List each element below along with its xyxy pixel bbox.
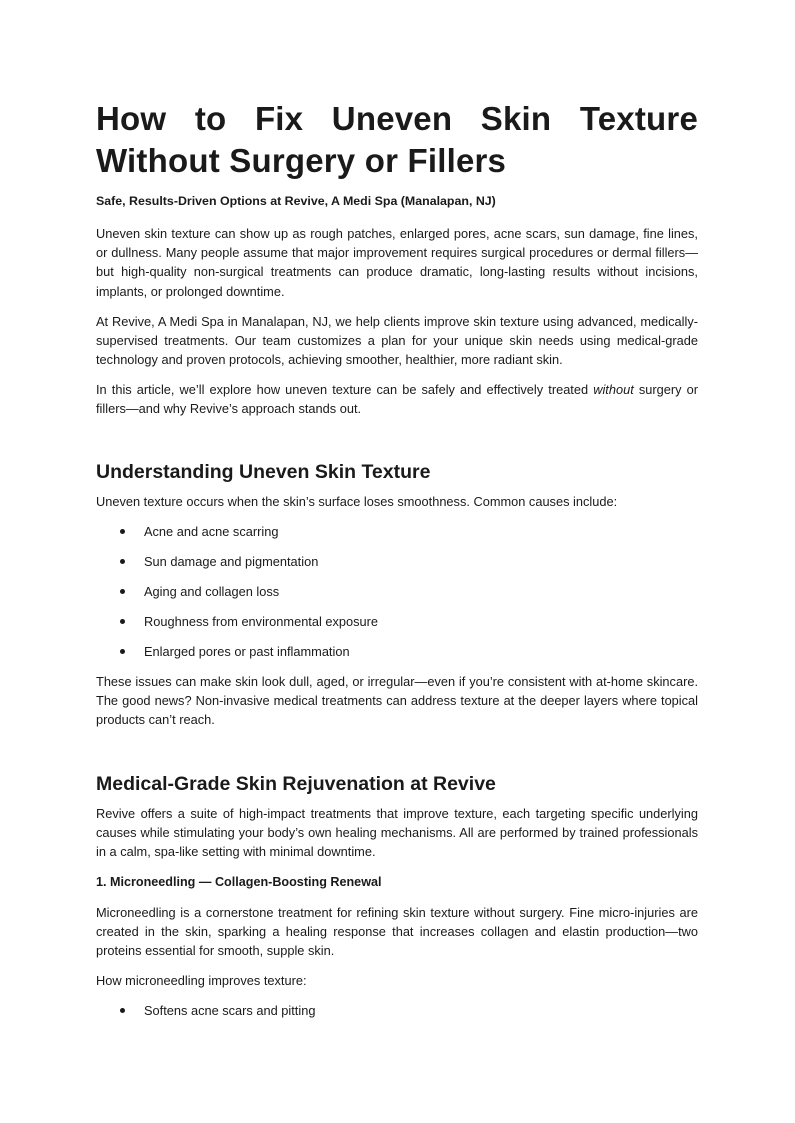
title-line-2: Without Surgery or Fillers [96,142,507,179]
bullet-icon [120,649,125,654]
list-item [96,522,698,552]
intro-paragraph-2: At Revive, A Medi Spa in Manalapan, NJ, we help clients improve skin texture using advanced, medically-supervised treatments. Our team customizes a plan for your unique skin needs using medical-grade technology and proven protocols, achieving smoother, healthier, more radiant skin. [96,314,698,368]
list-item-text: Aging and collagen loss [144,584,280,599]
bullet-icon [120,619,125,624]
subheading-microneedling: 1. Microneedling — Collagen-Boosting Renewal [96,875,382,889]
section1-lead: Uneven texture occurs when the skin’s surface loses smoothness. Common causes include: [96,494,618,509]
section-heading-understanding: Understanding Uneven Skin Texture [96,461,431,483]
intro-p3-emphasis: without [593,382,634,397]
intro-p3-before: In this article, we’ll explore how uneven texture can be safely and effectively treated [96,382,594,397]
microneedling-paragraph: Microneedling is a cornerstone treatment for refining skin texture without surgery. Fine micro-injuries are created in the skin, sparking a healing response that increases collagen and elastin production—two proteins essential for smooth, supple skin. [96,905,698,959]
microneedling-benefits-lead: How microneedling improves texture: [96,973,307,988]
list-item-text: Enlarged pores or past inflammation [144,644,350,659]
section1-closing: These issues can make skin look dull, aged, or irregular—even if you’re consistent with at-home skincare. The good news? Non-invasive medical treatments can address texture at the deeper layers where topical products can’t reach. [96,674,698,728]
subtitle: Safe, Results-Driven Options at Revive, A Medi Spa (Manalapan, NJ) [96,194,496,208]
bullet-icon [120,589,125,594]
list-item [96,552,698,582]
list-item-text: Sun damage and pigmentation [144,554,319,569]
list-item [96,642,698,672]
list-item-text: Softens acne scars and pitting [144,1003,316,1018]
title-line-1: How to Fix Uneven Skin Texture [96,100,698,137]
intro-paragraph-1: Uneven skin texture can show up as rough patches, enlarged pores, acne scars, sun damage, fine lines, or dullness. Many people assume that major improvement requires surgical procedures or dermal fillers—but high-quality non-surgical treatments can produce dramatic, long-lasting results without incisions, implants, or prolonged downtime. [96,226,698,299]
list-item [96,1001,698,1031]
microneedling-benefits-list [96,1001,698,1031]
intro-p3-after: surgery or fillers—and why Revive’s approach stands out. [96,382,698,417]
intro-paragraph-3 [96,380,698,418]
section-heading-rejuvenation: Medical-Grade Skin Rejuvenation at Revive [96,773,496,795]
page-title [96,98,698,182]
bullet-icon [120,559,125,564]
list-item-text: Acne and acne scarring [144,524,279,539]
bullet-icon [120,1008,125,1013]
list-item [96,612,698,642]
bullet-icon [120,529,125,534]
list-item-text: Roughness from environmental exposure [144,614,379,629]
section2-lead: Revive offers a suite of high-impact treatments that improve texture, each targeting specific underlying causes while stimulating your body’s own healing mechanisms. All are performed by trained professionals in a calm, spa-like setting with minimal downtime. [96,806,698,860]
causes-list [96,522,698,672]
list-item [96,582,698,612]
